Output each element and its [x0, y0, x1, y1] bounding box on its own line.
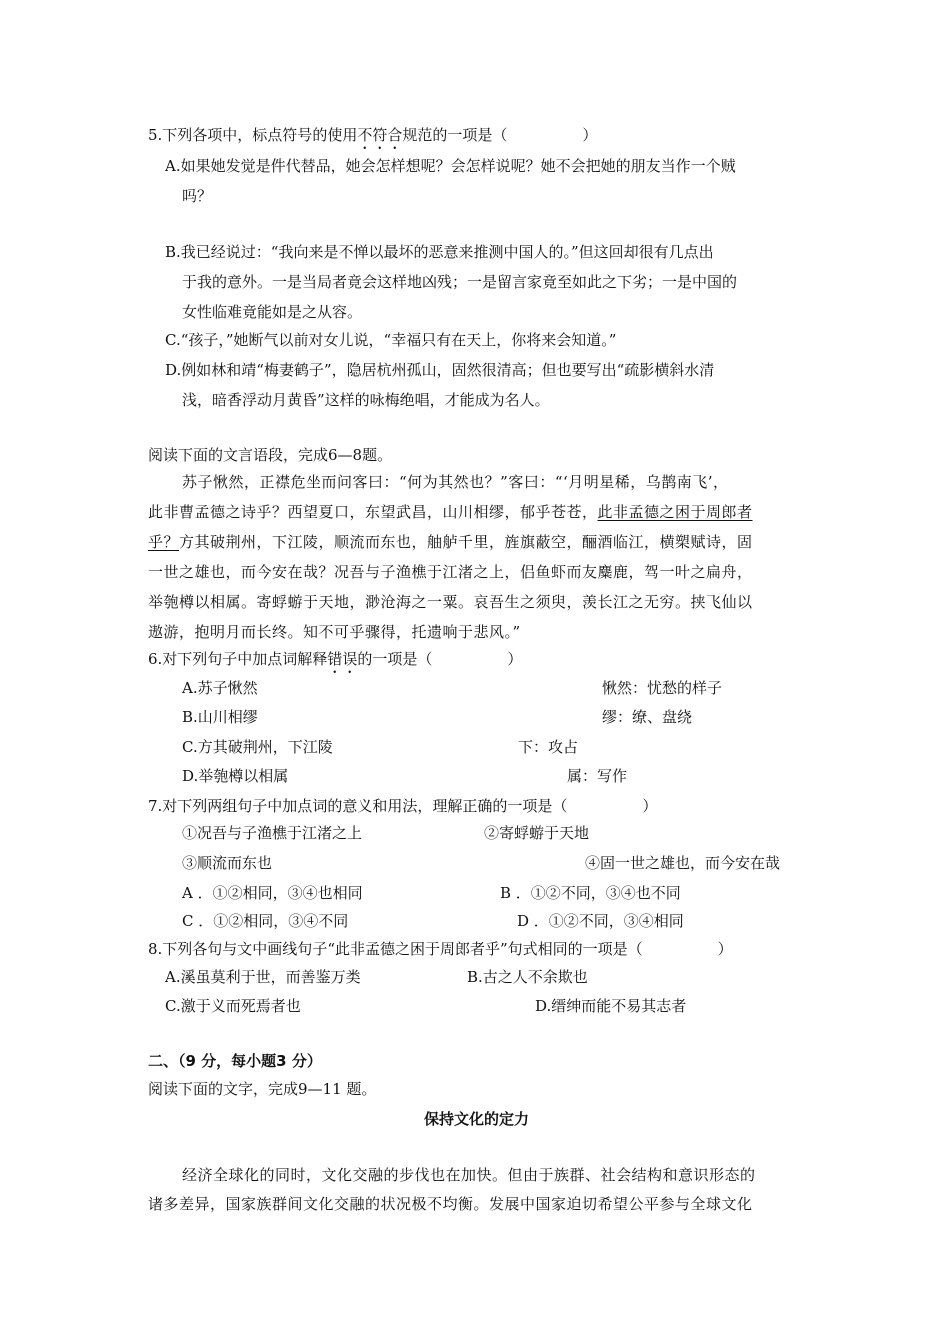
- section-2-intro: 阅读下面的文字，完成9—11 题。: [148, 1080, 377, 1098]
- q6-option-b-explanation: 缪：缭、盘绕: [602, 708, 693, 726]
- q7-option-c: C ．①②相同，③④不同: [182, 912, 349, 930]
- passage-line-5: 举匏樽以相属。寄蜉蝣于天地，渺沧海之一粟。哀吾生之须臾，羡长江之无穷。挟飞仙以: [148, 593, 753, 611]
- q8-stem: 8.下列各句与文中画线句子“此非孟德之困于周郎者乎”句式相同的一项是（ ）: [148, 940, 733, 958]
- q5-stem-text: 5.下列各项中，标点符号的使用: [148, 126, 358, 144]
- q5-stem-emphasis: 不符合: [357, 126, 403, 144]
- passage-line-1: 苏子愀然，正襟危坐而问客曰：“何为其然也？”客曰：“‘月明星稀，乌鹊南飞’，: [182, 473, 729, 491]
- q8-option-c: C.激于义而死焉者也: [165, 997, 301, 1015]
- q6-option-c: C.方其破荆州，下江陵: [182, 738, 333, 756]
- q7-sentence-2: ②寄蜉蝣于天地: [484, 824, 590, 842]
- q7-option-a: A ．①②相同，③④也相同: [182, 884, 363, 902]
- q7-sentence-4: ④固一世之雄也，而今安在哉: [585, 854, 781, 872]
- passage-line-6: 遨游，抱明月而长终。知不可乎骤得，托遗响于悲风。”: [148, 623, 521, 641]
- q5-option-b-line1: B.我已经说过：“我向来是不惮以最坏的恶意来推测中国人的。”但这回却很有几点出: [165, 243, 714, 261]
- q5-option-a-line1: A.如果她发觉是件代替品，她会怎样想呢？会怎样说呢？她不会把她的朋友当作一个贼: [165, 157, 736, 175]
- article-title: 保持文化的定力: [424, 1110, 530, 1128]
- q5-stem: [148, 125, 597, 153]
- q6-stem: 6.对下列句子中加点词解释错误的一项是（ ）: [148, 650, 523, 668]
- article-paragraph-line-2: 诸多差异，国家族群间文化交融的状况极不均衡。发展中国家迫切希望公平参与全球文化: [148, 1195, 753, 1213]
- q8-option-a: A.溪虽莫利于世，而善鉴万类: [165, 968, 361, 986]
- q6-stem-emphasis: 错误: [327, 650, 358, 668]
- passage-intro: 阅读下面的文言语段，完成6—8题。: [148, 446, 393, 464]
- q7-sentence-1: ①况吾与子渔樵于江渚之上: [182, 824, 363, 842]
- q6-option-c-explanation: 下：攻占: [518, 738, 579, 756]
- q5-option-d-line2: 浅，暗香浮动月黄昏”这样的咏梅绝唱，才能成为名人。: [182, 391, 550, 409]
- article-paragraph-line-1: 经济全球化的同时，文化交融的步伐也在加快。但由于族群、社会结构和意识形态的: [182, 1166, 756, 1184]
- section-2-heading: 二、（9 分，每小题3 分）: [148, 1052, 322, 1070]
- underlined-sentence-end: 乎？: [148, 533, 180, 551]
- q7-stem: 7.对下列两组句子中加点词的意义和用法，理解正确的一项是（ ）: [148, 797, 658, 815]
- underlined-sentence: 此非孟德之困于周郎者: [597, 503, 753, 521]
- q6-option-a: A.苏子愀然: [182, 679, 258, 697]
- q5-option-a-line2: 吗？: [182, 187, 213, 205]
- q5-stem-tail: 规范的一项是（ ）: [402, 126, 598, 144]
- q6-option-a-explanation: 愀然：忧愁的样子: [602, 679, 723, 697]
- q7-sentence-3: ③顺流而东也: [182, 854, 273, 872]
- q6-option-d-explanation: 属：写作: [567, 767, 628, 785]
- passage-line-2: 此非曹孟德之诗乎？西望夏口，东望武昌，山川相缪，郁乎苍苍，此非孟德之困于周郎者: [148, 503, 753, 521]
- q7-option-b: B ．①②不同，③④也不同: [500, 884, 681, 902]
- passage-line-4: 一世之雄也，而今安在哉？况吾与子渔樵于江渚之上，侣鱼虾而友麋鹿，驾一叶之扁舟，: [148, 563, 753, 581]
- q6-option-d: D.举匏樽以相属: [182, 767, 289, 785]
- q5-option-c: C.“孩子，”她断气以前对女儿说，“幸福只有在天上，你将来会知道。”: [165, 331, 617, 349]
- q8-option-b: B.古之人不余欺也: [467, 968, 588, 986]
- q6-option-b: B.山川相缪: [182, 708, 258, 726]
- q5-option-b-line3: 女性临难竟能如是之从容。: [182, 303, 363, 321]
- q5-option-d-line1: D.例如林和靖“梅妻鹤子”，隐居杭州孤山，固然很清高；但也要写出“疏影横斜水清: [165, 361, 715, 379]
- q5-option-b-line2: 于我的意外。一是当局者竟会这样地凶残；一是留言家竟至如此之下劣；一是中国的: [182, 273, 738, 291]
- passage-line-3: 乎？方其破荆州，下江陵，顺流而东也，舳舻千里，旌旗蔽空，酾酒临江，横槊赋诗，固: [148, 533, 753, 551]
- q7-option-d: D ．①②不同，③④相同: [517, 912, 684, 930]
- q8-option-d: D.缙绅而能不易其志者: [535, 997, 687, 1015]
